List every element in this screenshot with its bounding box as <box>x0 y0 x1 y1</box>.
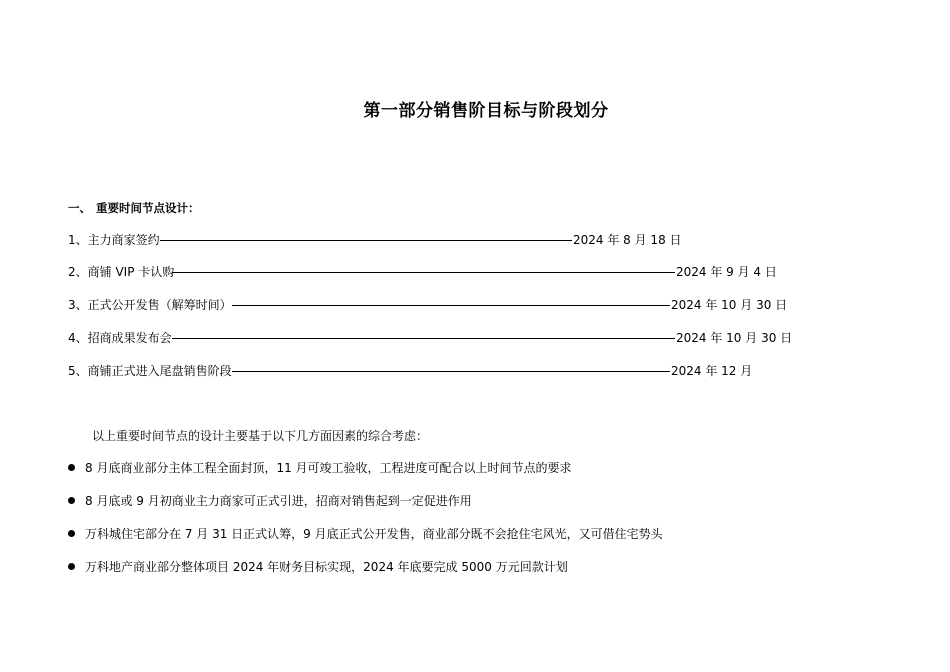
milestone-item <box>68 264 777 280</box>
milestone-item <box>68 363 753 379</box>
milestone-date: 2024 年 12 月 <box>671 364 753 378</box>
milestone-item <box>68 330 793 346</box>
consideration-text: 8 月底商业部分主体工程全面封顶，11 月可竣工验收，工程进度可配合以上时间节点的要求 <box>85 461 572 475</box>
leader-line <box>172 338 675 339</box>
leader-line <box>232 371 670 372</box>
leader-line <box>160 240 572 241</box>
bullet-dot-icon <box>68 464 75 471</box>
bullet-dot-icon <box>68 563 75 570</box>
milestone-item <box>68 232 682 248</box>
milestone-date: 2024 年 8 月 18 日 <box>573 233 682 247</box>
consideration-item <box>68 559 568 575</box>
milestone-date: 2024 年 10 月 30 日 <box>676 331 793 345</box>
section-heading-text: 重要时间节点设计： <box>96 201 200 215</box>
milestone-label: 3、正式公开发售（解筹时间） <box>68 298 232 312</box>
milestone-label: 5、商铺正式进入尾盘销售阶段 <box>68 364 232 378</box>
milestone-date: 2024 年 9 月 4 日 <box>676 265 777 279</box>
leader-line <box>172 272 675 273</box>
milestone-item <box>68 297 788 313</box>
considerations-intro: 以上重要时间节点的设计主要基于以下几方面因素的综合考虑： <box>92 429 429 443</box>
section-heading <box>68 200 200 216</box>
bullet-dot-icon <box>68 530 75 537</box>
bullet-dot-icon <box>68 497 75 504</box>
consideration-item <box>68 460 572 476</box>
consideration-text: 8 月底或 9 月初商业主力商家可正式引进，招商对销售起到一定促进作用 <box>85 494 472 508</box>
milestone-date: 2024 年 10 月 30 日 <box>671 298 788 312</box>
section-number: 一、 <box>68 201 91 215</box>
milestone-label: 2、商铺 VIP 卡认购 <box>68 265 175 279</box>
consideration-item <box>68 526 663 542</box>
page-title: 第一部分销售阶目标与阶段划分 <box>363 101 609 121</box>
milestone-label: 1、主力商家签约 <box>68 233 160 247</box>
milestone-label: 4、招商成果发布会 <box>68 331 172 345</box>
leader-line <box>232 305 670 306</box>
consideration-text: 万科城住宅部分在 7 月 31 日正式认筹，9 月底正式公开发售，商业部分既不会抢住宅风光，又可借住宅势头 <box>85 527 663 541</box>
consideration-text: 万科地产商业部分整体项目 2024 年财务目标实现，2024 年底要完成 5000 万元回款计划 <box>85 560 568 574</box>
consideration-item <box>68 493 472 509</box>
